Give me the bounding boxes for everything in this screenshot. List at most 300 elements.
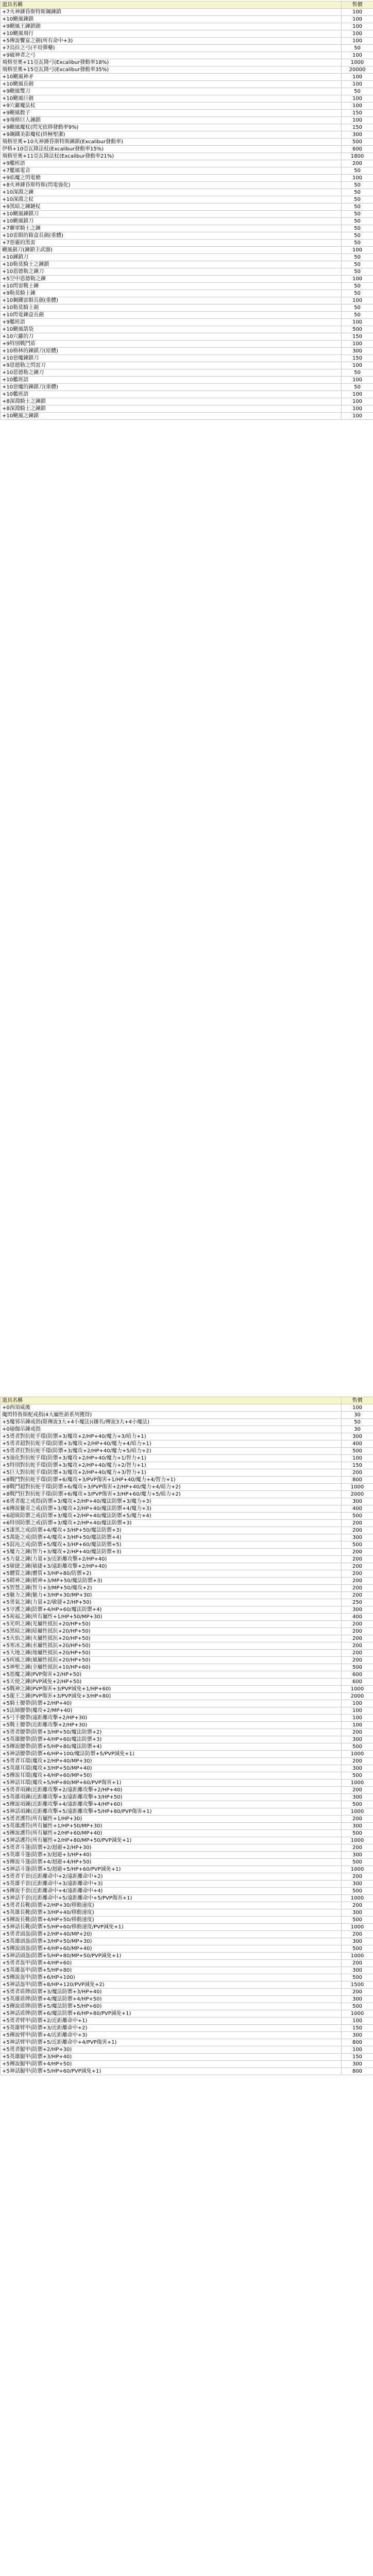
- item-price: 500: [342, 1448, 373, 1455]
- table-row: [1, 2039, 373, 2046]
- item-name: +5英雄耳環(魔攻+3/HP+50/MP+40): [1, 1765, 342, 1772]
- item-name: +5英雄盾牌(防禦+4/魔法防禦+4/HP+50): [1, 1996, 342, 2003]
- item-price: 100: [342, 52, 373, 59]
- item-price: 30: [342, 1412, 373, 1419]
- table-row: [1, 326, 373, 333]
- item-name: +5空中恩德勒之鍊: [1, 276, 342, 283]
- item-price: 50: [342, 290, 373, 297]
- table-row: [1, 131, 373, 139]
- item-price: 150: [342, 333, 373, 341]
- table-row: [1, 139, 373, 146]
- table-row: [1, 1469, 373, 1477]
- item-price: 100: [342, 405, 373, 413]
- item-name: +5傳說盔甲(防禦+6/HP+100): [1, 1974, 342, 1981]
- item-price: 500: [342, 1513, 373, 1520]
- table-row: [1, 1945, 373, 1953]
- item-name: 飛格里奧+10火神錘昏斯特斯鍊鎖(Excalibur發動率): [1, 139, 342, 146]
- table-row: [1, 1953, 373, 1960]
- item-name: +5神話臂甲(防禦+5/近距離命中+4/PVP傷害+1): [1, 2039, 342, 2046]
- table-row: [1, 2003, 373, 2010]
- table-row: [1, 1837, 373, 1844]
- item-name: 飛格里奧+15亞瓦隆弓(Excalibur發動率35%): [1, 66, 342, 74]
- table-row: [1, 312, 373, 319]
- item-name: +5惡魔之鍊(PVP傷害+2/HP+50): [1, 1671, 342, 1679]
- item-name: +5光明之鍊(光屬性抵抗+20/HP+50): [1, 1621, 342, 1628]
- item-price: 200: [342, 1527, 373, 1534]
- item-name: +10閃雷戰士鍊: [1, 283, 342, 290]
- table-row: [1, 1902, 373, 1909]
- table-row: [1, 2054, 373, 2061]
- item-price: 2000: [342, 1693, 373, 1700]
- item-name: +10閃電鍊盒長劍: [1, 312, 342, 319]
- item-price: 500: [342, 1974, 373, 1981]
- item-name: +8戰鬥狂對抗蛇手環(防禦+6/魔攻+3/PVP傷害+3/HP+60/魔力+5/暗力+2): [1, 1491, 342, 1498]
- item-price: 50: [342, 196, 373, 204]
- item-name: +10艦班語: [1, 377, 342, 384]
- table-row: [1, 1729, 373, 1736]
- item-price: 50: [342, 283, 373, 290]
- item-price: 800: [342, 2039, 373, 2046]
- item-price: 200: [342, 1592, 373, 1599]
- table-row: [1, 1534, 373, 1541]
- table-row: [1, 1931, 373, 1938]
- item-name: +9穴蘿魔法杖: [1, 103, 342, 110]
- table-row: [1, 1917, 373, 1924]
- table-row: [1, 232, 373, 240]
- table-body-2: [1, 1404, 373, 2075]
- item-price: 300: [342, 1967, 373, 1974]
- item-name: +7惡靈的黑雷: [1, 240, 342, 247]
- item-name: +10深淵之杖: [1, 196, 342, 204]
- item-price: 200: [342, 1563, 373, 1570]
- table-row: [1, 110, 373, 117]
- item-price: 800: [342, 2068, 373, 2075]
- item-name: +5英雄腿甲(防禦+3/HP+40): [1, 2054, 342, 2061]
- table-row: [1, 261, 373, 268]
- item-name: +8深淵騎士之鍊鎖: [1, 398, 342, 405]
- item-price: 1000: [342, 1484, 373, 1491]
- item-price: 100: [342, 297, 373, 304]
- table-row: [1, 1852, 373, 1859]
- item-price: 200: [342, 1657, 373, 1664]
- table-row: [1, 167, 373, 175]
- table-row: [1, 268, 373, 276]
- item-price: 600: [342, 146, 373, 153]
- item-price: 500: [342, 1945, 373, 1953]
- table-row: [1, 1873, 373, 1880]
- item-name: +8戰鬥超對抗蛇手環(防禦+6/魔攻+3/PVP傷害+2/HP+40/魔力+4/暗力+2): [1, 1484, 342, 1491]
- table-row: [1, 290, 373, 297]
- table-row: [1, 1909, 373, 1917]
- table-row: [1, 276, 373, 283]
- item-name: +7烏拉之弓(不用彈藥): [1, 45, 342, 52]
- table-row: [1, 2025, 373, 2032]
- item-price: 200: [342, 1873, 373, 1880]
- table-row: [1, 117, 373, 124]
- table-row: [1, 1960, 373, 1967]
- item-name: +10颶風神矛: [1, 74, 342, 81]
- item-price: 100: [342, 377, 373, 384]
- item-price: 200: [342, 1628, 373, 1635]
- table-row: [1, 413, 373, 420]
- item-name: +5傳說斗篷(防禦+4/迴避+4/HP+50): [1, 1859, 342, 1866]
- item-price: 300: [342, 2032, 373, 2039]
- table-row: [1, 1664, 373, 1671]
- item-price: 500: [342, 1917, 373, 1924]
- item-name: +5傳說臂甲(防禦+4/近距離命中+3): [1, 2032, 342, 2039]
- table-row: [1, 1866, 373, 1873]
- item-name: +9恩德勒之閃雷刀: [1, 362, 342, 369]
- item-name: +5傳說盾牌(防禦+5/魔法防禦+5/HP+60): [1, 2003, 342, 2010]
- item-name: +5傳說腿甲(防禦+4/HP+50): [1, 2061, 342, 2068]
- item-price: 400: [342, 1505, 373, 1513]
- item-price: 1500: [342, 1981, 373, 1989]
- table-row: [1, 1888, 373, 1895]
- item-price: 100: [342, 1715, 373, 1722]
- table-row: [1, 1693, 373, 1700]
- table-row: [1, 1758, 373, 1765]
- item-name: +10颶風鎖刀: [1, 218, 342, 225]
- item-price: 100: [342, 1455, 373, 1462]
- item-name: +10穴蘿的刀: [1, 333, 342, 341]
- item-price: 1000: [342, 1953, 373, 1960]
- item-price: 200: [342, 1844, 373, 1852]
- item-price: 300: [342, 131, 373, 139]
- table-row: [1, 59, 373, 66]
- header-item: 道具名稱: [1, 1397, 342, 1404]
- table-row: [1, 1484, 373, 1491]
- item-price: 300: [342, 348, 373, 355]
- item-price: 2000: [342, 1491, 373, 1498]
- table-row: [1, 103, 373, 110]
- item-name: +7聯軍騎士之鍊: [1, 225, 342, 232]
- item-name: +5傳說腰帶(防禦+5/HP+80/魔法防禦+4): [1, 1743, 342, 1751]
- table-row: [1, 52, 373, 59]
- table-row: [1, 1635, 373, 1642]
- item-price: 300: [342, 1736, 373, 1743]
- item-name: +5英雄手套(近距離命中+3/遠距離命中+3): [1, 1880, 342, 1888]
- item-name: +9颶風雙刀: [1, 88, 342, 95]
- item-name: +6超級防禦之戒(防禦+3/魔攻+2/HP+40/魔法防禦+5/魔力+4): [1, 1513, 342, 1520]
- table-row: [1, 405, 373, 413]
- item-price: 1000: [342, 1751, 373, 1758]
- item-price: 300: [342, 1433, 373, 1440]
- item-price: 600: [342, 1679, 373, 1686]
- item-price: 200: [342, 1931, 373, 1938]
- item-price: 500: [342, 139, 373, 146]
- table-row: [1, 355, 373, 362]
- table-row: [1, 211, 373, 218]
- table-row: [1, 1513, 373, 1520]
- item-name: +5寒冰之鍊(水屬性抵抗+20/HP+50): [1, 1642, 342, 1650]
- item-price: 500: [342, 1743, 373, 1751]
- item-name: +5傳說護符(所有屬性+2/HP+60/MP+40): [1, 1830, 342, 1837]
- item-name: +5龍王之鍊(PVP傷害+3/PVP減免+3/HP+80): [1, 1693, 342, 1700]
- item-name: +5勇者對抗蛇手環(防禦+3/魔攻+2/HP+40/魔力+3/暗力+1): [1, 1433, 342, 1440]
- item-name: +5勇者手套(近距離命中+2/遠距離命中+2): [1, 1873, 342, 1880]
- table-row: [1, 1541, 373, 1549]
- item-price: 1000: [342, 1924, 373, 1931]
- item-name: +5神聖之鍊(全屬性抵抗+10/HP+60): [1, 1664, 342, 1671]
- item-price: 50: [342, 232, 373, 240]
- item-price: 100: [342, 175, 373, 182]
- table-row: [1, 1743, 373, 1751]
- item-price: 100: [342, 38, 373, 45]
- item-price: 400: [342, 1440, 373, 1448]
- item-name: +5勇者耳環(魔攻+2/HP+40/MP+30): [1, 1758, 342, 1765]
- item-name: +5精神之鍊(精神+3/MP+50/魔法防禦+3): [1, 1578, 342, 1585]
- table-row: [1, 45, 373, 52]
- item-name: +10颶風巨劍: [1, 95, 342, 103]
- item-price: 100: [342, 81, 373, 88]
- table-row: [1, 66, 373, 74]
- table-row: [1, 1433, 373, 1440]
- item-name: +10鍊鎖刀: [1, 254, 342, 261]
- table-row: [1, 189, 373, 196]
- item-price: 100: [342, 247, 373, 254]
- item-name: +5戰士腰帶(近距離攻擊+2/HP+30): [1, 1722, 342, 1729]
- table-row: [1, 1844, 373, 1852]
- item-name: +5傳說手套(近距離命中+4/遠距離命中+4): [1, 1888, 342, 1895]
- table-row: [1, 124, 373, 131]
- item-name: +5勇者臂甲(防禦+2/近距離命中+1): [1, 2018, 342, 2025]
- item-name: +5勇者盔甲(防禦+4/HP+60): [1, 1960, 342, 1967]
- table-row: [1, 160, 373, 167]
- item-name: +5守護之鍊(防禦+4/HP+60/魔法防禦+4): [1, 1606, 342, 1614]
- table-row: [1, 1657, 373, 1664]
- header-item: 道具名稱: [1, 2, 342, 9]
- table-row: [1, 1765, 373, 1772]
- item-name: +5勇者頭盔(防禦+2/HP+40/MP+20): [1, 1931, 342, 1938]
- table-row: [1, 1794, 373, 1801]
- item-price: 200: [342, 1816, 373, 1823]
- item-name: +6勇者龍之戒指(防禦+3/魔攻+2/HP+40/魔法防禦+3/魔力+3): [1, 1498, 342, 1505]
- item-price: 50: [342, 189, 373, 196]
- table-row: [1, 333, 373, 341]
- item-name: +5神話盔甲(防禦+8/HP+120/PVP減免+2): [1, 1981, 342, 1989]
- item-price: 300: [342, 1498, 373, 1505]
- item-price: 50: [342, 45, 373, 52]
- price-table-1: [0, 1, 373, 420]
- item-name: +8戰鬥對抗蛇手環(防禦+6/魔攻+3/PVP傷害+1/HP+40/魔力+4/智力+1): [1, 1477, 342, 1484]
- item-name: +5強化對抗蛇手環(防禦+3/魔攻+2/HP+40/魔力+1/智力+1): [1, 1455, 342, 1462]
- item-name: +10勒莫騎士劍: [1, 304, 342, 312]
- item-price: 50: [342, 204, 373, 211]
- item-name: +5勇者腰帶(防禦+3/HP+50/魔法防禦+2): [1, 1729, 342, 1736]
- table-row: [1, 1686, 373, 1693]
- item-name: 飛格里奧+11亞瓦隆弓(Excalibur發動率18%): [1, 59, 342, 66]
- item-name: +5智慧之鍊(智力+3/MP+50/魔攻+2): [1, 1585, 342, 1592]
- item-name: +5勇者長靴(防禦+2/HP+30/移動速度): [1, 1902, 342, 1909]
- table-row: [1, 175, 373, 182]
- item-price: 100: [342, 413, 373, 420]
- item-name: +5敏捷之鍊(敏捷+3/遠距離攻擊+2/HP+40): [1, 1563, 342, 1570]
- item-price: 50: [342, 225, 373, 232]
- item-name: +5英雄頭盔(防禦+3/HP+50/MP+30): [1, 1938, 342, 1945]
- item-name: +5神話腰帶(防禦+6/HP+100/魔法防禦+5/PVP減免+1): [1, 1751, 342, 1758]
- item-name: +5神話項鍊(近距離攻擊+5/遠距離攻擊+5/HP+80/PVP傷害+1): [1, 1808, 342, 1816]
- table-row: [1, 1816, 373, 1823]
- item-price: 500: [342, 1541, 373, 1549]
- item-price: 1000: [342, 1895, 373, 1902]
- item-price: 300: [342, 1606, 373, 1614]
- item-name: +9飛格巨人鍊鎖: [1, 117, 342, 124]
- item-price: 100: [342, 319, 373, 326]
- item-name: +5勇者項鍊(近距離攻擊+2/遠距離攻擊+2/HP+40): [1, 1787, 342, 1794]
- table-row: [1, 1585, 373, 1592]
- item-price: 50: [342, 268, 373, 276]
- table-row: [1, 254, 373, 261]
- item-price: 150: [342, 2054, 373, 2061]
- item-price: 50: [342, 218, 373, 225]
- item-name: +5神話護符(所有屬性+2/HP+80/MP+50/PVP減免+1): [1, 1837, 342, 1844]
- item-name: 魔閃特魯斯配戒指(4大屬性新系列獲得): [1, 1412, 342, 1419]
- item-price: 300: [342, 2061, 373, 2068]
- item-price: 50: [342, 261, 373, 268]
- table-row: [1, 1787, 373, 1794]
- item-name: +5疾風之鍊(風屬性抵抗+20/HP+50): [1, 1657, 342, 1664]
- item-name: +5力量之鍊(力量+3/近距離攻擊+2/HP+40): [1, 1556, 342, 1563]
- table-row: [1, 1426, 373, 1433]
- item-price: 50: [342, 384, 373, 391]
- item-price: 100: [342, 16, 373, 23]
- item-price: 300: [342, 1823, 373, 1830]
- item-name: +5騎士腰帶(防禦+2/HP+40): [1, 1700, 342, 1707]
- table-row: [1, 1895, 373, 1902]
- item-price: 200: [342, 1989, 373, 1996]
- table-row: [1, 204, 373, 211]
- table-row: [1, 1642, 373, 1650]
- item-price: 100: [342, 2046, 373, 2054]
- item-price: 100: [342, 1707, 373, 1715]
- table-row: [1, 2046, 373, 2054]
- item-price: 300: [342, 1996, 373, 2003]
- item-price: 1000: [342, 1780, 373, 1787]
- table-row: [1, 218, 373, 225]
- table-row: [1, 30, 373, 38]
- item-name: +5巨大對抗蛇手環(防禦+3/魔攻+2/HP+40/魔力+3/智力+1): [1, 1469, 342, 1477]
- table-row: [1, 81, 373, 88]
- table-row: [1, 2010, 373, 2018]
- item-name: +10深淵之鍊: [1, 189, 342, 196]
- item-price: 200: [342, 160, 373, 167]
- price-table-2: [0, 1397, 373, 2075]
- table-row: [1, 1780, 373, 1787]
- item-price: 300: [342, 1534, 373, 1541]
- item-name: +5黑暗之鍊(暗屬性抵抗+20/HP+50): [1, 1628, 342, 1635]
- item-name: +5神話耳環(魔攻+5/HP+80/MP+60/PVP傷害+1): [1, 1780, 342, 1787]
- item-price: 1000: [342, 1808, 373, 1816]
- item-price: 200: [342, 1469, 373, 1477]
- item-price: 50: [342, 88, 373, 95]
- item-price: 100: [342, 276, 373, 283]
- item-name: +5神話斗篷(防禦+5/迴避+5/HP+60/PVP減免+1): [1, 1866, 342, 1873]
- table-row: [1, 1419, 373, 1426]
- table-header: [1, 2, 373, 9]
- item-name: +9颶風魔杖(閃光依移發動率9%): [1, 124, 342, 131]
- table-row: [1, 1455, 373, 1462]
- item-name: +5戰神之鍊(PVP傷害+3/PVP減免+1/HP+60): [1, 1686, 342, 1693]
- item-name: +9破神者之弓: [1, 52, 342, 59]
- item-name: +5神話腿甲(防禦+5/HP+60/PVP減免+1): [1, 2068, 342, 2075]
- item-price: 100: [342, 117, 373, 124]
- item-price: 200: [342, 1549, 373, 1556]
- table-row: [1, 9, 373, 16]
- item-name: +10格林的鍊鎖刀(原體): [1, 348, 342, 355]
- item-price: 300: [342, 1938, 373, 1945]
- item-price: 150: [342, 1462, 373, 1469]
- header-price: 售價: [342, 1397, 373, 1404]
- item-price: 100: [342, 362, 373, 369]
- item-price: 100: [342, 9, 373, 16]
- item-price: 100: [342, 30, 373, 38]
- item-name: +5天使之鍊(PVP減免+2/HP+50): [1, 1679, 342, 1686]
- item-price: 300: [342, 1794, 373, 1801]
- item-name: +5魔力之鍊(智力+3/魔攻+2/HP+40/魔法防禦+3): [1, 1549, 342, 1556]
- item-price: 1000: [342, 2010, 373, 2018]
- item-price: 100: [342, 341, 373, 348]
- item-price: 50: [342, 369, 373, 377]
- table-row: [1, 1715, 373, 1722]
- item-price: 50: [342, 240, 373, 247]
- table-row: [1, 1527, 373, 1534]
- table-row: [1, 398, 373, 405]
- table-body-1: [1, 9, 373, 420]
- item-price: 200: [342, 1650, 373, 1657]
- table-row: [1, 1859, 373, 1866]
- table-row: [1, 74, 373, 81]
- item-name: +8火神錘昏斯特斯(閃電強化): [1, 182, 342, 189]
- item-name: +5勇氣之鍊(力量+2/敏捷+2/HP+50): [1, 1599, 342, 1606]
- item-name: +5英雄斗篷(防禦+3/迴避+3/HP+40): [1, 1852, 342, 1859]
- table-row: [1, 1614, 373, 1621]
- table-row: [1, 1448, 373, 1455]
- item-price: 30: [342, 1426, 373, 1433]
- item-name: +9颶風王鍊鎖劍: [1, 23, 342, 30]
- item-name: 飛格里奧+11亞瓦隆法杖(Excalibur發動率21%): [1, 153, 342, 160]
- table-row: [1, 2018, 373, 2025]
- table-row: [1, 95, 373, 103]
- item-name: +5英雄盔甲(防禦+5/HP+80): [1, 1967, 342, 1974]
- item-price: 100: [342, 398, 373, 405]
- item-price: 1000: [342, 59, 373, 66]
- table-row: [1, 1621, 373, 1628]
- item-name: +0瑜伽吊鍊戒指: [1, 1426, 342, 1433]
- table-row: [1, 1462, 373, 1469]
- item-name: +5傳說饗宴之劍(所有命中+3): [1, 38, 342, 45]
- item-name: +10恩德勒之鍊刀: [1, 369, 342, 377]
- item-name: +5魔邪吊鍊戒指(限傳說3大+4小魔法)(鑲名/傳說3大+4小魔法): [1, 1419, 342, 1426]
- item-price: 200: [342, 1635, 373, 1642]
- item-price: 20000: [342, 66, 373, 74]
- table-row: [1, 341, 373, 348]
- item-price: 300: [342, 1852, 373, 1859]
- item-price: 100: [342, 23, 373, 30]
- item-price: 50: [342, 1419, 373, 1426]
- item-name: +5漆黑之戒(防禦+4/魔攻+3/HP+50/魔法防禦+3): [1, 1527, 342, 1534]
- item-name: +8深淵騎士之鍊鎖: [1, 405, 342, 413]
- item-price: 250: [342, 1599, 373, 1606]
- item-name: +6傳說獵奇之戒(防禦+3/魔攻+2/HP+40/魔法防禦+4/魔力+3): [1, 1505, 342, 1513]
- item-price: 200: [342, 1621, 373, 1628]
- table-row: [1, 1671, 373, 1679]
- item-name: +10鋼鐵雷隕長劍(重體): [1, 297, 342, 304]
- item-name: +6特別防禦之戒(防禦+3/魔攻+2/HP+40/魔法防禦+3): [1, 1520, 342, 1527]
- table-row: [1, 1599, 373, 1606]
- table-row: [1, 297, 373, 304]
- item-price: 600: [342, 1671, 373, 1679]
- table-row: [1, 319, 373, 326]
